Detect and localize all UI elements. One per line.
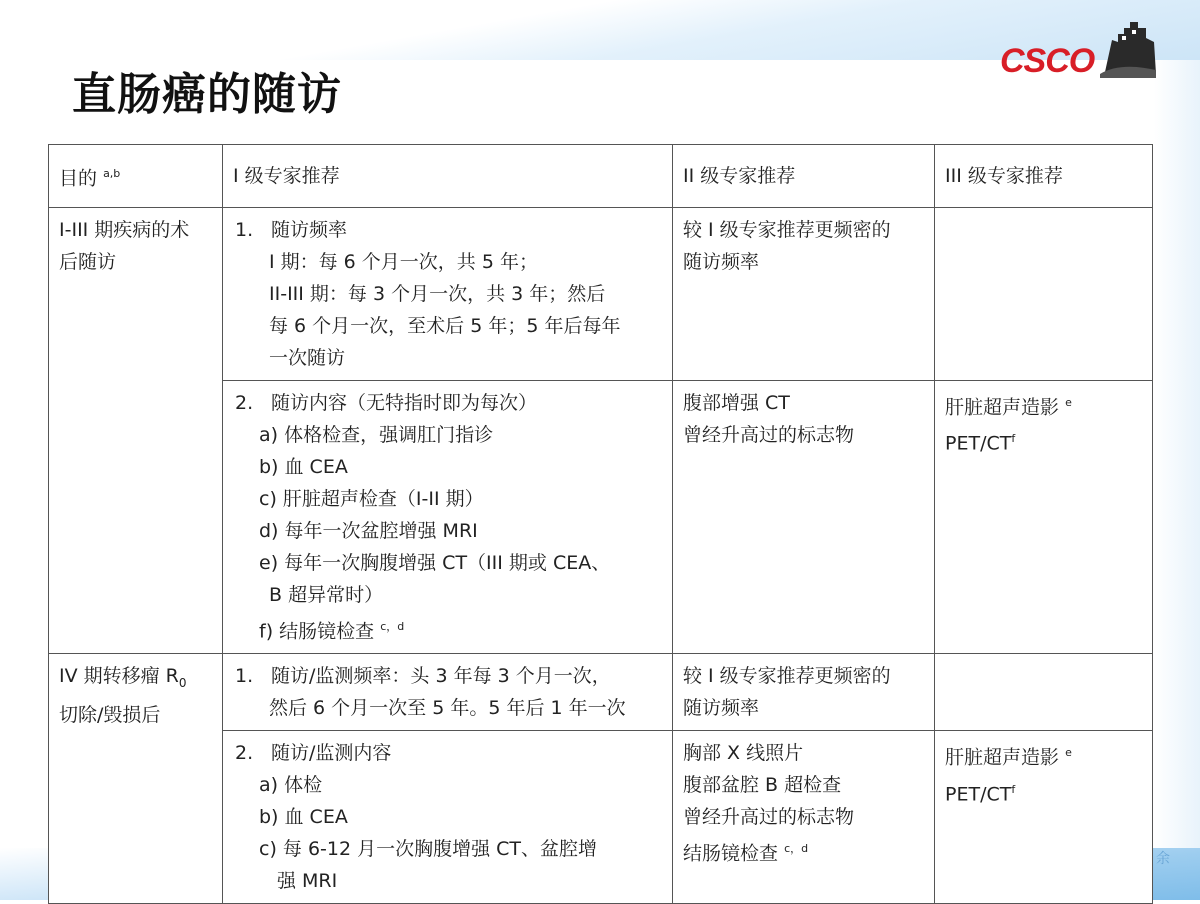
- header-level3: III 级专家推荐: [935, 145, 1153, 208]
- row1-content: 2. 随访内容（无特指时即为每次） a) 体格检查，强调肛门指诊 b) 血 CEA c) 肝脏超声检查（I-II 期） d) 每年一次盆腔增强 MRI e) 每年一次胸腹增强 CT（III 期或 CEA、 B 超异常时） f) 结肠镜检查 $^{c,d}$: [223, 381, 673, 654]
- page-title: 直肠癌的随访: [72, 69, 342, 120]
- side-glyph: 余: [1156, 851, 1170, 867]
- header-purpose: 目的 $^{a,b}$: [49, 145, 223, 208]
- csco-logo: [1000, 12, 1160, 88]
- row2-frequency-level3: [935, 654, 1153, 731]
- table-row: [49, 654, 1153, 731]
- row2-frequency: 1. 随访/监测频率：头 3 年每 3 个月一次， 然后 6 个月一次至 5 年。5 年后 1 年一次: [223, 654, 673, 731]
- logo-text: CSCO: [1000, 42, 1095, 80]
- row1-frequency: 1. 随访频率 I 期：每 6 个月一次，共 5 年； II-III 期：每 3 个月一次，共 3 年；然后 每 6 个月一次，至术后 5 年；5 年后每年 一次随访: [223, 208, 673, 381]
- row2-content-level3: 肝脏超声造影 $^e$ PET/$CT^f$: [935, 731, 1153, 904]
- table-row: [49, 208, 1153, 381]
- row1-purpose: I-III 期疾病的术 后随访: [49, 208, 223, 654]
- header-level1: I 级专家推荐: [223, 145, 673, 208]
- followup-table: [48, 144, 1153, 904]
- row1-content-level3: 肝脏超声造影 $^e$ PET/$CT^f$: [935, 381, 1153, 654]
- row2-purpose: IV 期转移瘤 $R_0$ 切除/毁损后: [49, 654, 223, 904]
- row1-frequency-level3: [935, 208, 1153, 381]
- row1-content-level2: 腹部增强 CT 曾经升高过的标志物: [673, 381, 935, 654]
- right-background-band: [1154, 60, 1200, 850]
- row2-frequency-level2: 较 I 级专家推荐更频密的 随访频率: [673, 654, 935, 731]
- header-level2: II 级专家推荐: [673, 145, 935, 208]
- row1-frequency-level2: 较 I 级专家推荐更频密的 随访频率: [673, 208, 935, 381]
- row2-content-level2: 胸部 X 线照片 腹部盆腔 B 超检查 曾经升高过的标志物 结肠镜检查 $^{c,d}$: [673, 731, 935, 904]
- row2-content: 2. 随访/监测内容 a) 体检 b) 血 CEA c) 每 6-12 月一次胸腹增强 CT、盆腔增 强 MRI: [223, 731, 673, 904]
- table-header-row: [49, 145, 1153, 208]
